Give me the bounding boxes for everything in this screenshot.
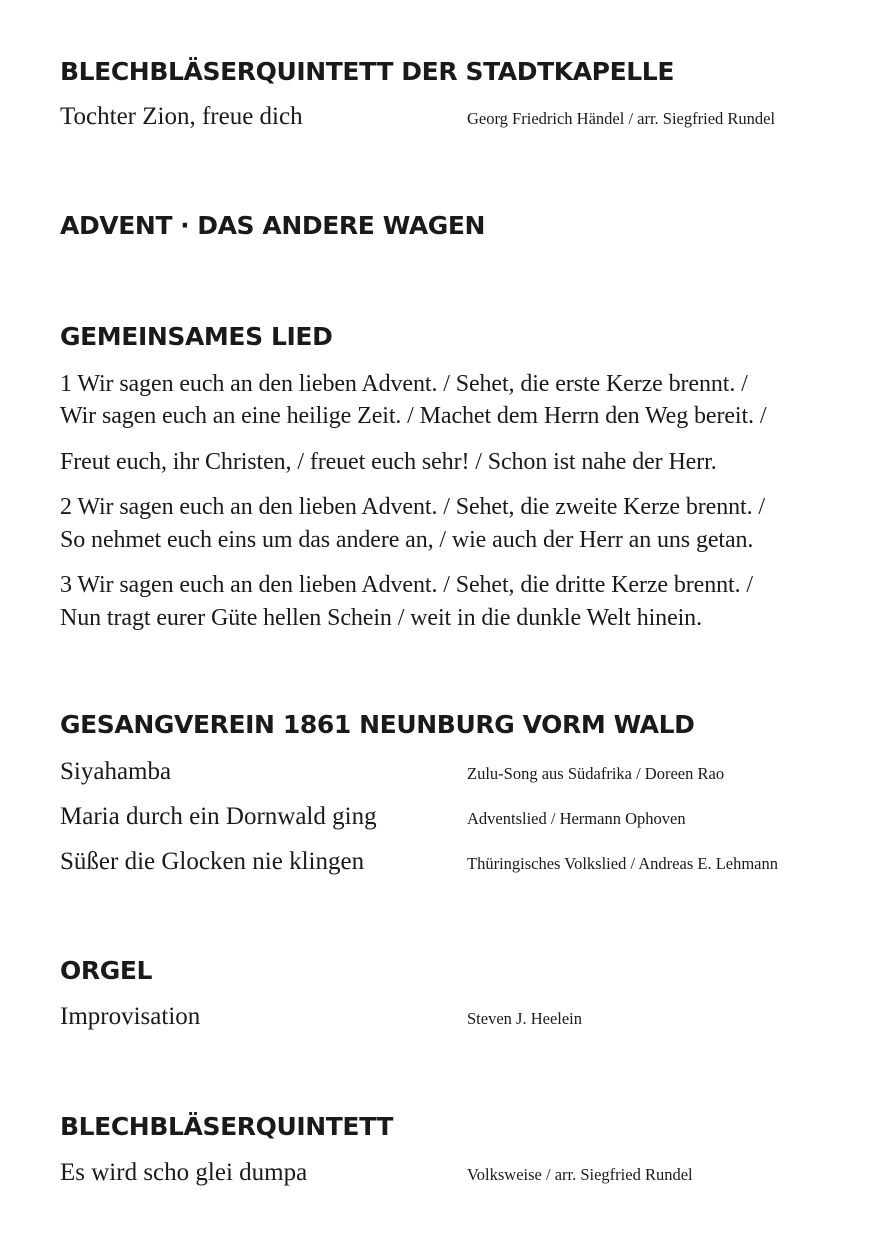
section-heading-advent bbox=[60, 213, 485, 238]
piece-credit: Georg Friedrich Händel / arr. Siegfried Rundel bbox=[467, 109, 776, 128]
lyrics-line: Wir sagen euch an eine heilige Zeit. / Machet dem Herrn den Weg bereit. / bbox=[60, 403, 767, 429]
program-item bbox=[60, 104, 850, 138]
lyrics-line: 2 Wir sagen euch an den lieben Advent. / Sehet, die zweite Kerze brennt. / bbox=[60, 494, 765, 520]
heading-advent-label: ADVENT bbox=[60, 211, 173, 240]
program-item bbox=[60, 849, 850, 883]
lyrics-line: 1 Wir sagen euch an den lieben Advent. / Sehet, die erste Kerze brennt. / bbox=[60, 371, 748, 397]
piece-title: Maria durch ein Dornwald ging bbox=[60, 803, 377, 830]
section-heading-brass-quintet-stadtkapelle: BLECHBLÄSERQUINTETT DER STADTKAPELLE bbox=[60, 57, 675, 86]
piece-title: Süßer die Glocken nie klingen bbox=[60, 848, 365, 875]
piece-title: Siyahamba bbox=[60, 758, 172, 785]
heading-advent-subtitle: DAS ANDERE WAGEN bbox=[197, 211, 486, 240]
lyrics-line: So nehmet euch eins um das andere an, / wie auch der Herr an uns getan. bbox=[60, 527, 754, 553]
piece-title: Es wird scho glei dumpa bbox=[60, 1159, 308, 1186]
lyrics-line: Nun tragt eurer Güte hellen Schein / weit in die dunkle Welt hinein. bbox=[60, 605, 702, 631]
piece-credit: Zulu-Song aus Südafrika / Doreen Rao bbox=[467, 764, 725, 783]
lyrics-line: 3 Wir sagen euch an den lieben Advent. / Sehet, die dritte Kerze brennt. / bbox=[60, 572, 753, 598]
piece-credit: Volksweise / arr. Siegfried Rundel bbox=[467, 1165, 693, 1184]
program-item bbox=[60, 1004, 850, 1038]
section-heading-gesangverein: GESANGVEREIN 1861 NEUNBURG VORM WALD bbox=[60, 710, 695, 739]
piece-credit: Adventslied / Hermann Ophoven bbox=[467, 809, 686, 828]
section-heading-brass-quintet: BLECHBLÄSERQUINTETT bbox=[60, 1112, 393, 1141]
piece-title: Improvisation bbox=[60, 1003, 201, 1030]
piece-credit: Thüringisches Volkslied / Andreas E. Lehmann bbox=[467, 854, 779, 873]
program-item bbox=[60, 1160, 850, 1194]
program-item bbox=[60, 804, 850, 838]
lyrics-refrain: Freut euch, ihr Christen, / freuet euch sehr! / Schon ist nahe der Herr. bbox=[60, 449, 717, 475]
separator-dot: · bbox=[180, 211, 190, 240]
piece-title: Tochter Zion, freue dich bbox=[60, 103, 303, 130]
piece-credit: Steven J. Heelein bbox=[467, 1009, 583, 1028]
program-item bbox=[60, 759, 850, 793]
section-heading-orgel: ORGEL bbox=[60, 956, 153, 985]
section-heading-gemeinsames-lied: GEMEINSAMES LIED bbox=[60, 322, 333, 351]
